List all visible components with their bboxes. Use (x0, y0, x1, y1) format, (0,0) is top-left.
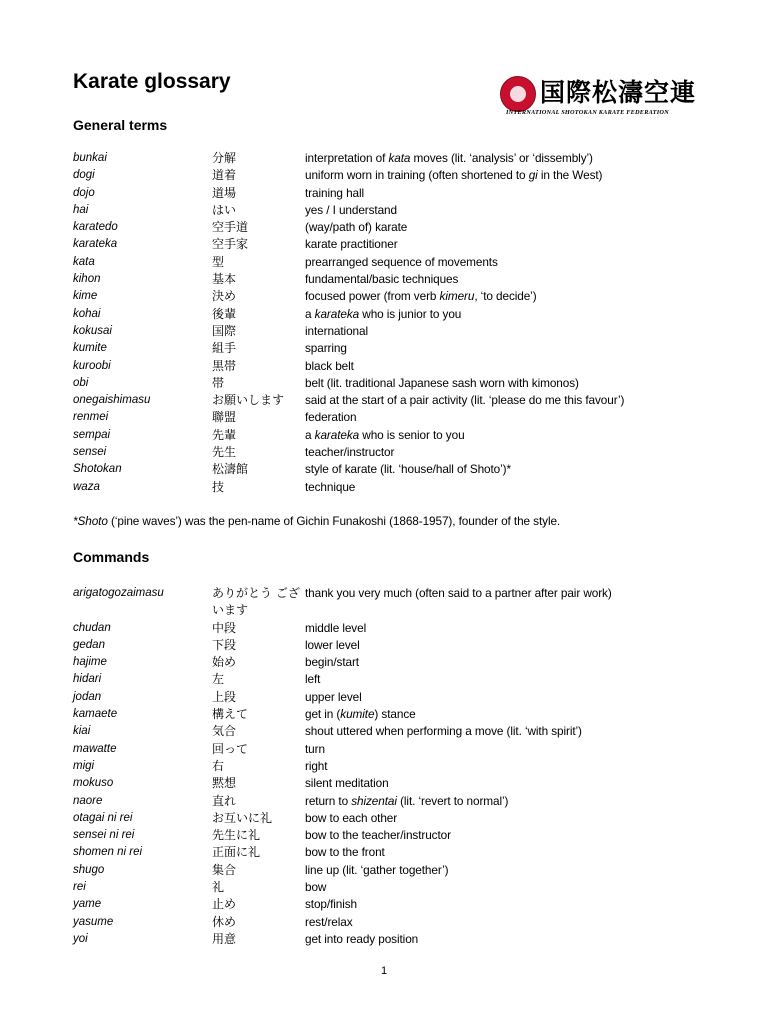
glossary-term: hajime (73, 656, 107, 669)
seal-icon (500, 76, 536, 112)
glossary-term: karateka (73, 238, 118, 251)
glossary-term: dogi (73, 169, 95, 182)
glossary-term: karatedo (73, 221, 118, 234)
glossary-term: bunkai (73, 152, 107, 164)
glossary-row (73, 741, 713, 758)
text-segment: focused power (from verb (305, 289, 440, 304)
glossary-term: waza (73, 480, 100, 493)
glossary-japanese: 始め (212, 655, 237, 670)
glossary-meaning (305, 392, 624, 409)
glossary-term: Shotokan (73, 463, 122, 476)
glossary-row (73, 479, 713, 496)
glossary-term: kokusai (73, 324, 112, 337)
glossary-meaning (305, 185, 364, 202)
italic-text: karateka (314, 427, 360, 442)
glossary-meaning (305, 167, 602, 184)
glossary-meaning (305, 219, 407, 236)
glossary-term: kiai (73, 725, 91, 738)
glossary-row (73, 271, 713, 288)
text-segment: in the West) (537, 168, 603, 183)
glossary-japanese: 聯盟 (212, 410, 237, 425)
glossary-japanese: お互いに礼 (212, 810, 273, 825)
glossary-term: chudan (73, 621, 111, 634)
glossary-row (73, 793, 713, 810)
text-segment: bow to the teacher/instructor (305, 828, 451, 843)
glossary-meaning (305, 844, 385, 861)
glossary-japanese: 正面に礼 (212, 845, 261, 860)
logo-kanji: 国際松濤空連 (540, 78, 697, 107)
glossary-row (73, 461, 713, 478)
glossary-japanese: 左 (212, 672, 225, 687)
glossary-japanese: 組手 (212, 341, 237, 356)
text-segment: line up (lit. ‘gather together’) (305, 862, 449, 877)
text-segment: thank you very much (often said to a partner after pair work) (305, 586, 612, 600)
glossary-row (73, 202, 713, 219)
footnote (73, 513, 560, 530)
italic-text: *Shoto (73, 514, 108, 528)
glossary-meaning (305, 409, 356, 426)
glossary-japanese: 後輩 (212, 306, 237, 321)
glossary-meaning (305, 306, 461, 323)
italic-text: kumite (340, 707, 375, 722)
glossary-meaning (305, 358, 354, 375)
text-segment: (‘pine waves’) was the pen-name of Gichin Funakoshi (1868-1957), founder of the style. (107, 514, 561, 528)
text-segment: rest/relax (305, 914, 353, 929)
glossary-row (73, 219, 713, 236)
glossary-meaning (305, 879, 326, 896)
glossary-japanese: お願いします (212, 393, 285, 408)
glossary-japanese: 帯 (212, 375, 225, 390)
text-segment: (way/path of) karate (305, 220, 408, 235)
glossary-row (73, 358, 713, 375)
glossary-japanese: 国際 (212, 323, 237, 338)
glossary-japanese: 空手道 (212, 220, 249, 235)
text-segment: who is senior to you (359, 427, 465, 442)
glossary-row (73, 775, 713, 792)
text-segment: belt (lit. traditional Japanese sash worn with kimonos) (305, 375, 579, 390)
text-segment: karate practitioner (305, 237, 398, 252)
glossary-meaning (305, 620, 366, 637)
glossary-japanese: ありがとう ございます (212, 586, 300, 618)
glossary-meaning (305, 741, 325, 758)
glossary-row (73, 185, 713, 202)
text-segment: uniform worn in training (often shortened to (305, 168, 529, 183)
glossary-meaning (305, 706, 416, 723)
text-segment: training hall (305, 185, 365, 200)
glossary-japanese: 決め (212, 289, 237, 304)
glossary-row (73, 340, 713, 357)
glossary-meaning (305, 323, 368, 340)
glossary-row (73, 931, 713, 948)
glossary-meaning (305, 914, 353, 931)
text-segment: (lit. ‘revert to normal’) (396, 793, 509, 808)
text-segment: black belt (305, 358, 354, 373)
glossary-meaning (305, 827, 451, 844)
glossary-row (73, 409, 713, 426)
general-terms-list (73, 150, 713, 496)
glossary-term: otagai ni rei (73, 811, 133, 824)
text-segment: left (305, 672, 321, 687)
glossary-japanese: 下段 (212, 637, 237, 652)
federation-logo (500, 76, 700, 120)
text-segment: get in ( (305, 707, 341, 722)
glossary-japanese: 気合 (212, 724, 237, 739)
glossary-term: renmei (73, 411, 109, 424)
glossary-japanese: 止め (212, 897, 237, 912)
section-heading-commands: Commands (73, 549, 150, 565)
glossary-japanese: 休め (212, 914, 237, 929)
text-segment: shout uttered when performing a move (lit. ‘with spirit’) (305, 724, 582, 739)
text-segment: style of karate (lit. ‘house/hall of Shoto’)* (305, 462, 511, 477)
glossary-row (73, 585, 713, 620)
glossary-meaning (305, 375, 579, 392)
italic-text: gi (528, 168, 538, 183)
glossary-japanese: 黙想 (212, 776, 237, 791)
glossary-term: kata (73, 255, 95, 268)
glossary-term: onegaishimasu (73, 394, 151, 407)
text-segment: teacher/instructor (305, 445, 395, 460)
glossary-meaning (305, 288, 537, 305)
glossary-meaning (305, 637, 360, 654)
text-segment: right (305, 758, 328, 773)
text-segment: fundamental/basic techniques (305, 272, 459, 287)
text-segment: begin/start (305, 655, 359, 670)
glossary-japanese: 空手家 (212, 237, 249, 252)
text-segment: yes / I understand (305, 202, 397, 217)
text-segment: sparring (305, 341, 347, 356)
glossary-row (73, 236, 713, 253)
glossary-term: obi (73, 376, 89, 389)
glossary-term: hai (73, 203, 89, 216)
glossary-meaning (305, 810, 397, 827)
glossary-japanese: 上段 (212, 689, 237, 704)
glossary-row (73, 896, 713, 913)
text-segment: moves (lit. ‘analysis’ or ‘dissembly’) (410, 151, 593, 165)
glossary-term: mawatte (73, 742, 117, 755)
glossary-term: gedan (73, 638, 105, 651)
glossary-japanese: 用意 (212, 931, 237, 946)
text-segment: federation (305, 410, 357, 425)
glossary-row (73, 254, 713, 271)
glossary-row (73, 862, 713, 879)
text-segment: silent meditation (305, 776, 389, 791)
glossary-japanese: 中段 (212, 620, 237, 635)
glossary-term: sensei (73, 446, 107, 459)
glossary-japanese: はい (212, 202, 237, 217)
glossary-meaning (305, 775, 389, 792)
text-segment: lower level (305, 637, 360, 652)
glossary-japanese: 基本 (212, 272, 237, 287)
glossary-japanese: 型 (212, 254, 225, 269)
glossary-meaning (305, 689, 362, 706)
glossary-term: shugo (73, 863, 105, 876)
glossary-meaning (305, 585, 612, 602)
page-title: Karate glossary (73, 70, 231, 93)
glossary-term: kihon (73, 273, 101, 286)
glossary-term: naore (73, 794, 103, 807)
glossary-row (73, 723, 713, 740)
commands-list (73, 585, 713, 948)
text-segment: get into ready position (305, 931, 419, 946)
glossary-japanese: 松濤館 (212, 462, 249, 477)
glossary-row (73, 288, 713, 305)
glossary-term: yasume (73, 915, 114, 928)
text-segment: a (305, 306, 315, 321)
glossary-japanese: 道場 (212, 185, 237, 200)
glossary-japanese: 直れ (212, 793, 237, 808)
glossary-japanese: 技 (212, 479, 225, 494)
glossary-meaning (305, 723, 582, 740)
glossary-term: yame (73, 898, 102, 911)
glossary-japanese: 先輩 (212, 427, 237, 442)
glossary-meaning (305, 236, 398, 253)
glossary-term: yoi (73, 932, 88, 945)
glossary-meaning (305, 931, 418, 948)
glossary-meaning (305, 862, 448, 879)
glossary-row (73, 323, 713, 340)
italic-text: kata (388, 151, 411, 165)
glossary-row (73, 758, 713, 775)
text-segment: interpretation of (305, 151, 389, 165)
page-number: 1 (380, 965, 388, 977)
glossary-meaning (305, 254, 498, 271)
glossary-row (73, 827, 713, 844)
glossary-term: kumite (73, 342, 107, 355)
glossary-row (73, 444, 713, 461)
glossary-row (73, 620, 713, 637)
glossary-row (73, 306, 713, 323)
glossary-row (73, 810, 713, 827)
glossary-term: kamaete (73, 708, 118, 721)
glossary-row (73, 427, 713, 444)
glossary-row (73, 879, 713, 896)
glossary-term: rei (73, 881, 86, 894)
logo-subtitle: INTERNATIONAL SHOTOKAN KARATE FEDERATION (506, 109, 669, 116)
section-heading-general: General terms (73, 117, 168, 133)
text-segment: technique (305, 479, 356, 494)
italic-text: shizentai (351, 793, 397, 808)
glossary-meaning (305, 150, 593, 167)
glossary-row (73, 167, 713, 184)
glossary-row (73, 914, 713, 931)
glossary-row (73, 150, 713, 167)
text-segment: ) stance (374, 707, 416, 722)
glossary-meaning (305, 340, 347, 357)
glossary-japanese: 構えて (212, 707, 249, 722)
glossary-japanese: 礼 (212, 880, 225, 895)
glossary-row (73, 392, 713, 409)
text-segment: said at the start of a pair activity (lit. ‘please do me this favour’) (305, 393, 625, 408)
text-segment: middle level (305, 620, 367, 635)
text-segment: who is junior to you (359, 306, 462, 321)
glossary-term: jodan (73, 690, 102, 703)
glossary-japanese: 黒帯 (212, 358, 237, 373)
italic-text: kimeru (439, 289, 475, 304)
glossary-japanese: 分解 (212, 151, 237, 165)
text-segment: turn (305, 741, 325, 756)
glossary-meaning (305, 271, 458, 288)
glossary-meaning (305, 654, 359, 671)
glossary-meaning (305, 427, 465, 444)
text-segment: bow (305, 880, 327, 895)
glossary-term: kime (73, 290, 98, 303)
glossary-japanese: 先生に礼 (212, 828, 261, 843)
glossary-term: sempai (73, 428, 111, 441)
glossary-term: kuroobi (73, 359, 111, 372)
glossary-row (73, 706, 713, 723)
text-segment: bow to the front (305, 845, 385, 860)
text-segment: international (305, 323, 368, 338)
glossary-row (73, 689, 713, 706)
glossary-meaning (305, 444, 394, 461)
glossary-meaning (305, 461, 511, 478)
glossary-term: mokuso (73, 777, 114, 790)
text-segment: return to (305, 793, 352, 808)
glossary-row (73, 844, 713, 861)
text-segment: upper level (305, 689, 362, 704)
glossary-meaning (305, 671, 320, 688)
glossary-term: arigatogozaimasu (73, 587, 164, 599)
glossary-japanese: 先生 (212, 445, 237, 460)
italic-text: karateka (314, 306, 360, 321)
glossary-meaning (305, 793, 508, 810)
glossary-meaning (305, 479, 355, 496)
glossary-japanese: 右 (212, 758, 225, 773)
text-segment: bow to each other (305, 810, 398, 825)
glossary-meaning (305, 896, 357, 913)
glossary-term: migi (73, 759, 95, 772)
text-segment: , ‘to decide’) (474, 289, 537, 304)
glossary-row (73, 637, 713, 654)
glossary-japanese: 集合 (212, 862, 237, 877)
glossary-term: sensei ni rei (73, 829, 135, 842)
glossary-row (73, 654, 713, 671)
glossary-meaning (305, 758, 327, 775)
glossary-meaning (305, 202, 397, 219)
glossary-row (73, 375, 713, 392)
text-segment: stop/finish (305, 897, 358, 912)
glossary-term: shomen ni rei (73, 846, 143, 859)
text-segment: a (305, 427, 315, 442)
glossary-term: dojo (73, 186, 95, 199)
text-segment: prearranged sequence of movements (305, 254, 498, 269)
glossary-japanese: 道着 (212, 168, 237, 183)
glossary-term: hidari (73, 673, 102, 686)
glossary-term: kohai (73, 307, 101, 320)
glossary-japanese: 回って (212, 741, 249, 756)
glossary-row (73, 671, 713, 688)
